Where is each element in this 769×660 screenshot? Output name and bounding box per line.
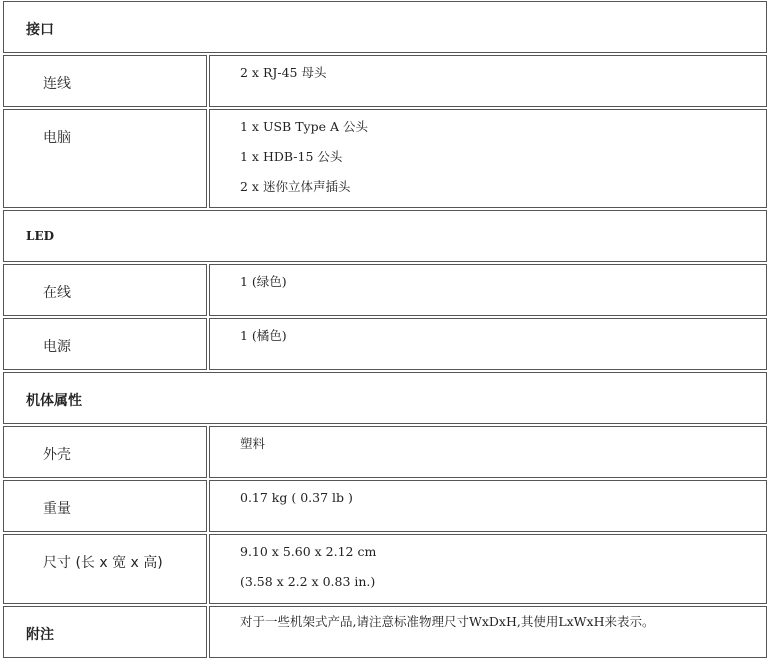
section-title: 机体属性 xyxy=(26,393,82,409)
spec-value: 1 (绿色) xyxy=(240,274,287,289)
row-value-weight xyxy=(209,480,767,532)
spec-value: 2 x 迷你立体声插头 xyxy=(240,179,351,194)
spec-value-list xyxy=(240,321,287,351)
row-label-online xyxy=(3,264,207,316)
row-value-connection xyxy=(209,55,767,107)
section-header-interface xyxy=(3,1,767,53)
row-value-dimensions xyxy=(209,534,767,604)
spec-value: 9.10 x 5.60 x 2.12 cm xyxy=(240,544,377,559)
spec-value: (3.58 x 2.2 x 0.83 in.) xyxy=(240,574,376,589)
section-title: 附注 xyxy=(26,627,54,643)
spec-value-list xyxy=(240,112,368,202)
spec-value: 0.17 kg ( 0.37 lb ) xyxy=(240,490,353,505)
spec-value-list xyxy=(240,607,654,637)
section-header-chassis xyxy=(3,372,767,424)
section-title: 接口 xyxy=(26,22,54,38)
spec-value-list xyxy=(240,483,353,513)
spec-label: 重量 xyxy=(43,501,71,517)
row-label-housing xyxy=(3,426,207,478)
spec-label: 外壳 xyxy=(43,447,71,463)
spec-value-list xyxy=(240,429,265,459)
spec-label: 在线 xyxy=(43,285,71,301)
row-value-housing xyxy=(209,426,767,478)
spec-label: 尺寸 (长 x 宽 x 高) xyxy=(43,555,163,571)
spec-value: 1 (橘色) xyxy=(240,328,287,343)
spec-label: 连线 xyxy=(43,76,71,92)
spec-value-list xyxy=(240,537,376,597)
row-label-connection xyxy=(3,55,207,107)
spec-value-list xyxy=(240,58,326,88)
row-value-note xyxy=(209,606,767,658)
row-label-weight xyxy=(3,480,207,532)
row-label-computer xyxy=(3,109,207,208)
spec-value: 1 x USB Type A 公头 xyxy=(240,119,368,134)
spec-label: 电源 xyxy=(43,339,71,355)
section-header-note xyxy=(3,606,207,658)
spec-value: 2 x RJ-45 母头 xyxy=(240,65,327,80)
spec-value-list xyxy=(240,267,287,297)
row-label-power xyxy=(3,318,207,370)
section-header-led xyxy=(3,210,767,262)
spec-label: 电脑 xyxy=(43,130,71,146)
note-text: 对于一些机架式产品,请注意标准物理尺寸WxDxH,其使用LxWxH来表示。 xyxy=(240,614,655,629)
row-value-power xyxy=(209,318,767,370)
row-label-dimensions xyxy=(3,534,207,604)
spec-value: 塑料 xyxy=(240,436,266,451)
spec-value: 1 x HDB-15 公头 xyxy=(240,149,343,164)
row-value-online xyxy=(209,264,767,316)
row-value-computer xyxy=(209,109,767,208)
section-title: LED xyxy=(26,229,54,243)
